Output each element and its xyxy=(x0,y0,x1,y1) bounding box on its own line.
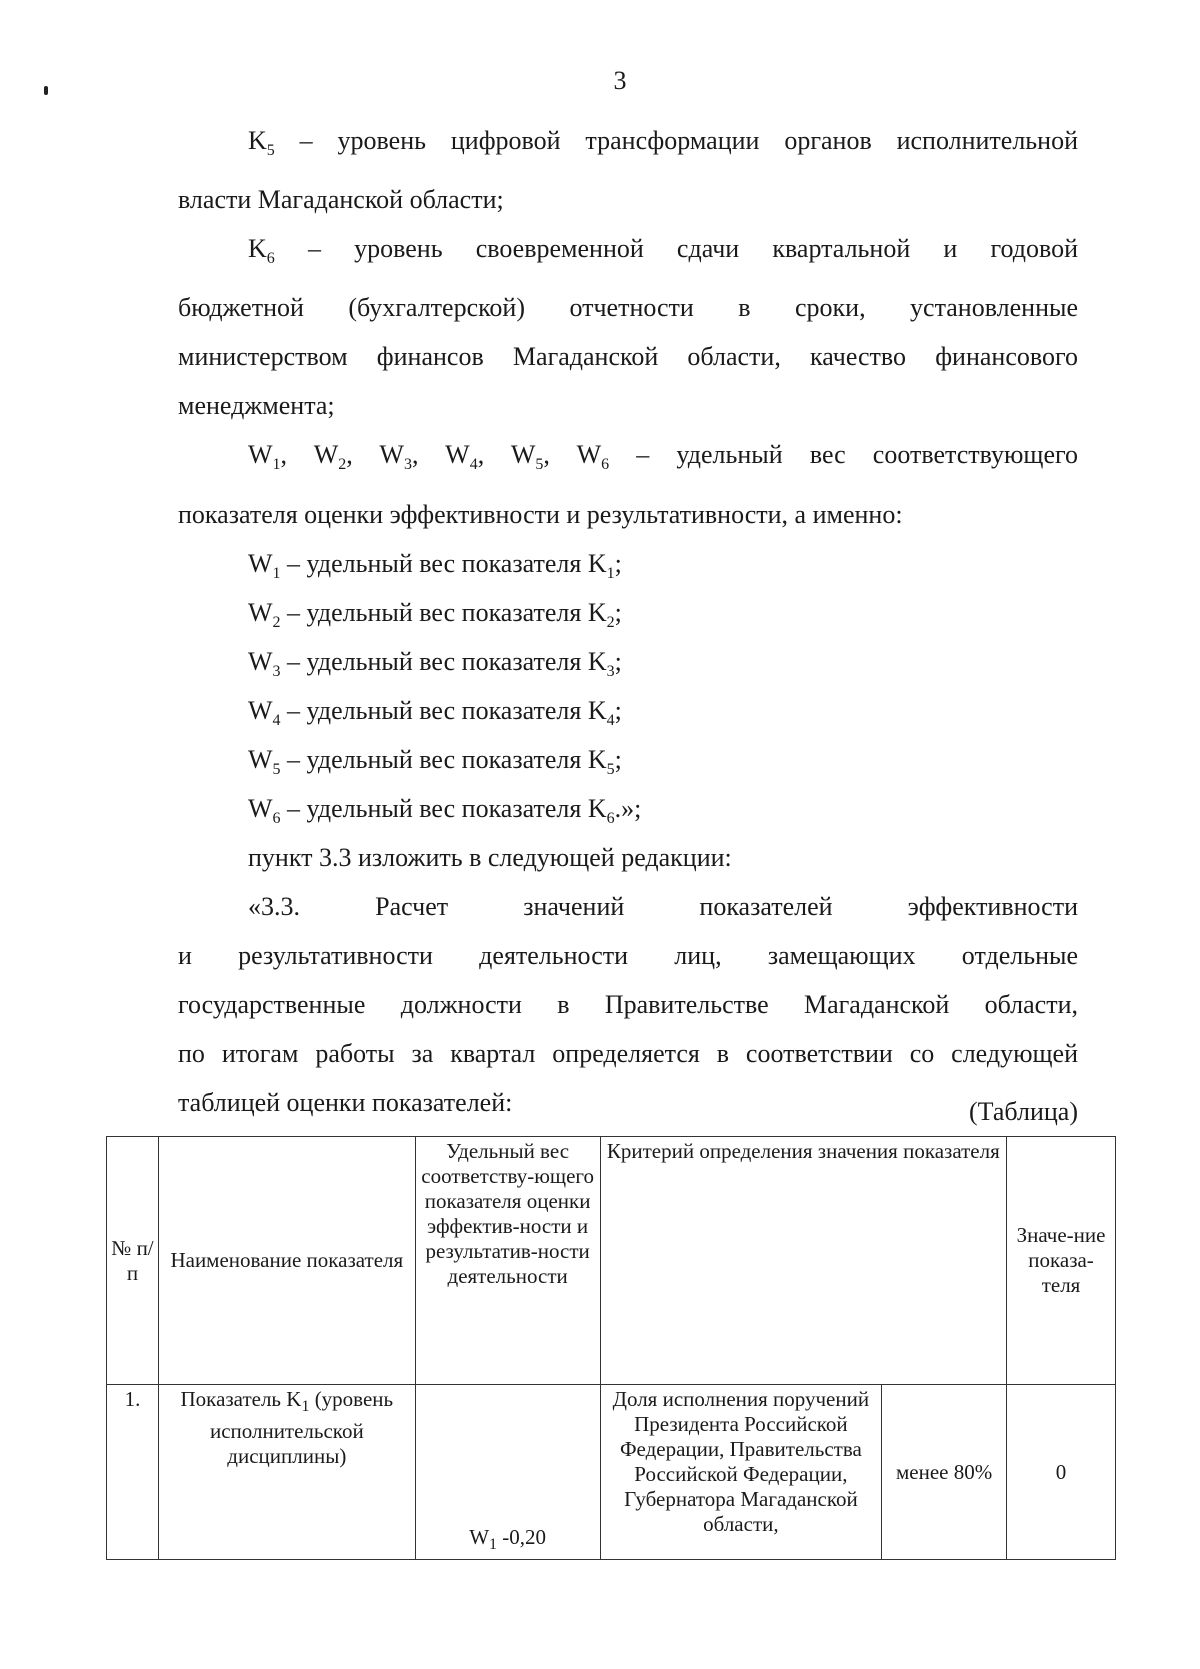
table-caption: (Таблица) xyxy=(968,1097,1078,1126)
header-num: № п/п xyxy=(107,1137,159,1385)
table-row xyxy=(107,1385,1116,1560)
weight-item: $W_3$ – удельный вес показателя $K_3$; xyxy=(248,646,622,680)
header-value: Значе-ние показа-теля xyxy=(1007,1137,1116,1385)
k6-line3: министерством финансов Магаданской области, качество финансового xyxy=(178,342,1078,372)
weight-item: $W_1$ – удельный вес показателя $K_1$; xyxy=(248,548,622,582)
row-name: Показатель $K_1$ (уровень исполнительской дисциплины) xyxy=(158,1385,415,1560)
k5-line1: $K_5$ – уровень цифровой трансформации органов исполнительной xyxy=(248,126,1078,160)
k5-line2: власти Магаданской области; xyxy=(178,185,504,215)
clause-line: и результативности деятельности лиц, замещающих отдельные xyxy=(178,940,1078,970)
k6-line1: $K_6$ – уровень своевременной сдачи квартальной и годовой xyxy=(248,234,1078,268)
page-number: 3 xyxy=(613,66,627,95)
row-value: 0 xyxy=(1007,1385,1116,1560)
weight-item: $W_4$ – удельный вес показателя $K_4$; xyxy=(248,695,622,729)
row-weight: $W_1$ -0,20 xyxy=(415,1385,600,1560)
weight-item: $W_2$ – удельный вес показателя $K_2$; xyxy=(248,597,622,631)
k6-line2: бюджетной (бухгалтерской) отчетности в сроки, установленные xyxy=(178,293,1078,323)
weight-item: $W_6$ – удельный вес показателя $K_6$.»; xyxy=(248,793,642,827)
w-line2: показателя оценки эффективности и результативности, а именно: xyxy=(178,499,903,529)
indicators-table xyxy=(106,1136,1116,1560)
header-weight: Удельный вес соответству-ющего показателя оценки эффектив-ности и результатив-ности деятельности xyxy=(415,1137,600,1385)
row-criterion: Доля исполнения поручений Президента Российской Федерации, Правительства Российской Федерации, Губернатора Магаданской области, xyxy=(600,1385,882,1560)
clause-intro: пункт 3.3 изложить в следующей редакции: xyxy=(248,842,732,872)
clause-line: «3.3. Расчет значений показателей эффективности xyxy=(248,891,1078,921)
row-threshold: менее 80% xyxy=(882,1385,1007,1560)
row-num: 1. xyxy=(107,1385,159,1560)
weight-item: $W_5$ – удельный вес показателя $K_5$; xyxy=(248,744,622,778)
table-header-row xyxy=(107,1137,1116,1385)
clause-line: таблицей оценки показателей: xyxy=(178,1087,513,1117)
w-line1: $W_1$, $W_2$, $W_3$, $W_4$, $W_5$, $W_6$ – удельный вес соответствующего xyxy=(248,440,1079,474)
k6-line4: менеджмента; xyxy=(178,391,335,421)
header-criterion: Критерий определения значения показателя xyxy=(600,1137,1007,1385)
header-name: Наименование показателя xyxy=(158,1137,415,1385)
weights-list xyxy=(178,539,1078,833)
clause-line: по итогам работы за квартал определяется в соответствии со следующей xyxy=(178,1038,1078,1068)
clause-line: государственные должности в Правительстве Магаданской области, xyxy=(178,989,1078,1019)
body-text xyxy=(178,116,1078,1127)
